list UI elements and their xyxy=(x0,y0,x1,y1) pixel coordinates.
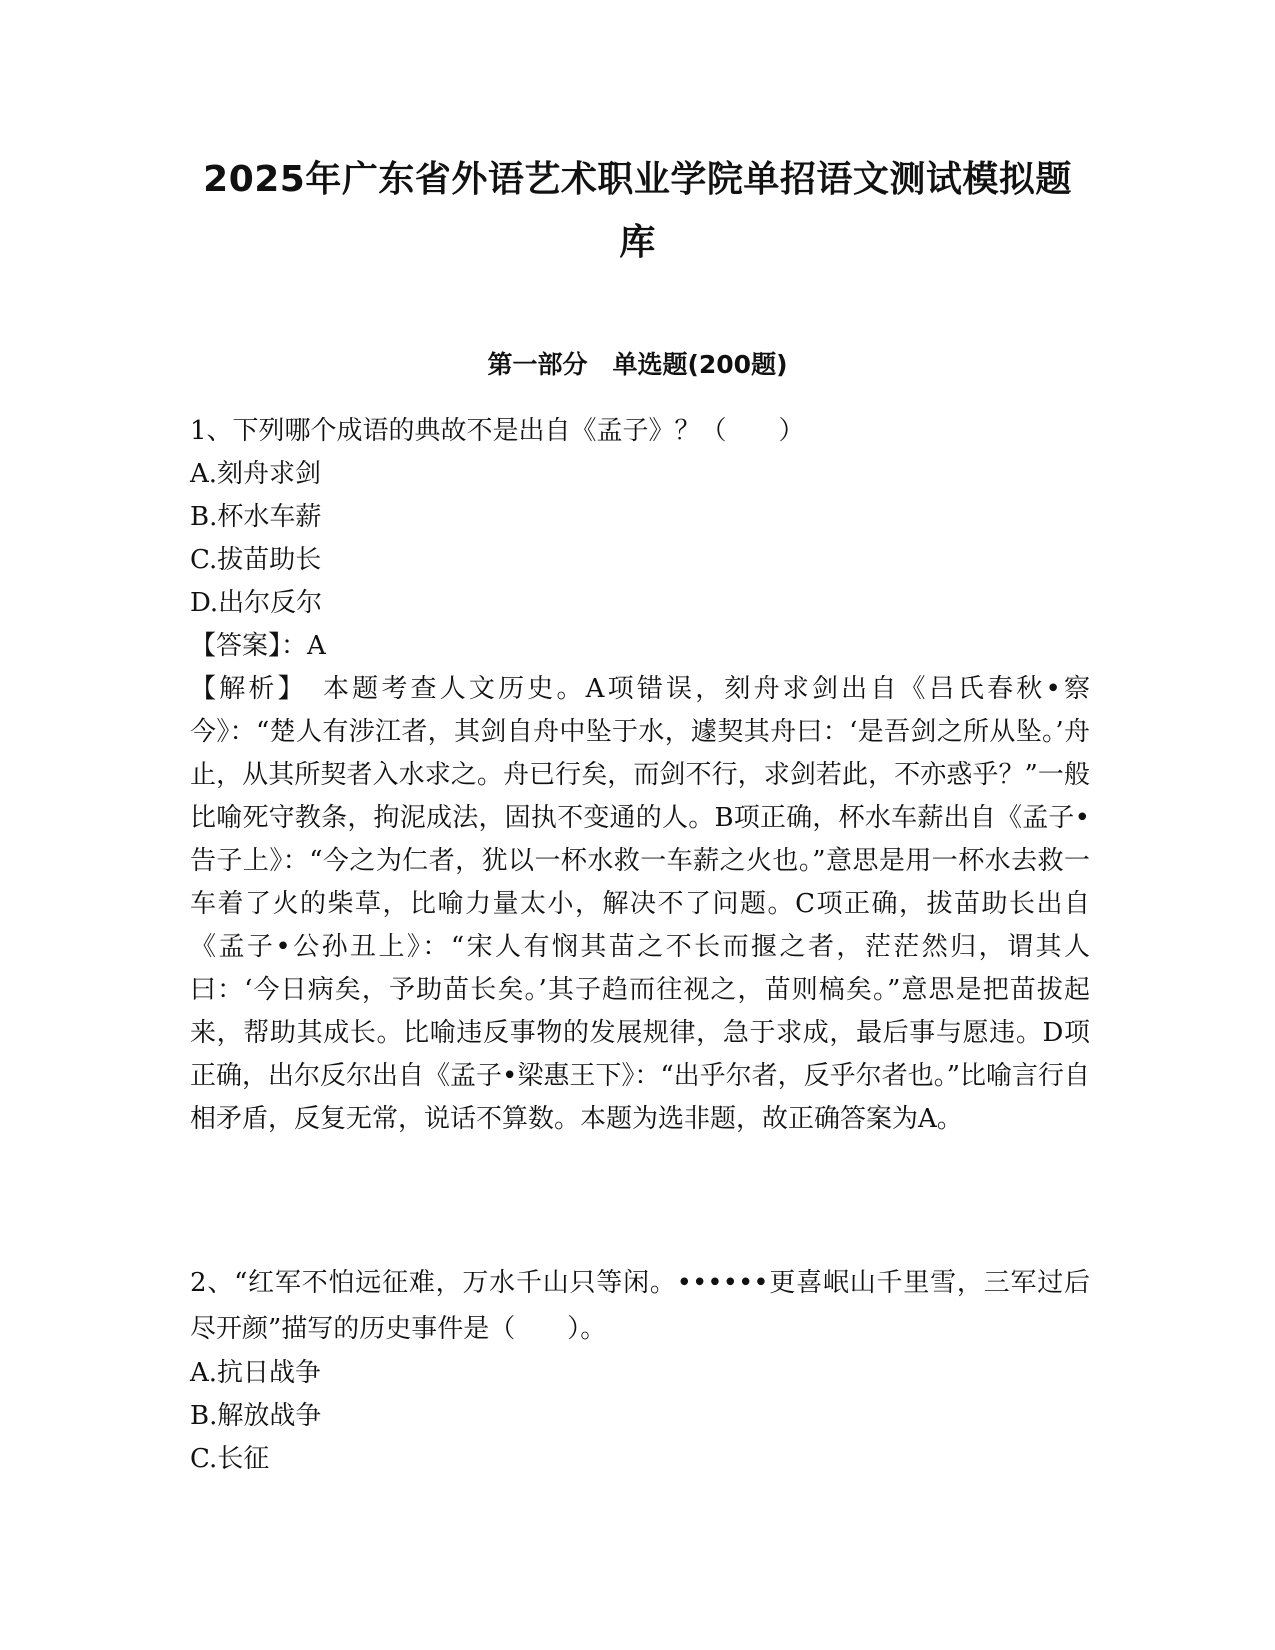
document-title xyxy=(150,148,1125,274)
title-line-2: 库 xyxy=(619,222,656,263)
option-d: D.出尔反尔 xyxy=(190,588,323,618)
option-b: B.杯水车薪 xyxy=(190,502,322,532)
question-stem: 2、“红军不怕远征难，万水千山只等闲。••••••更喜岷山千里雪，三军过后尽开颜”描写的历史事件是（ ）。 xyxy=(190,1268,1090,1344)
question-1 xyxy=(190,410,1090,1141)
question-2 xyxy=(190,1260,1090,1481)
section-heading: 第一部分 单选题(200题) xyxy=(487,350,788,379)
question-stem: 1、下列哪个成语的典故不是出自《孟子》？（ ） xyxy=(190,416,805,446)
option-a: A.刻舟求剑 xyxy=(190,459,322,489)
analysis-paragraph: 【解析】 本题考查人文历史。A项错误，刻舟求剑出自《吕氏春秋•察今》：“楚人有涉江者，其剑自舟中坠于水，遽契其舟曰：‘是吾剑之所从坠。’舟止，从其所契者入水求之。舟已行矣，而剑不行，求剑若此，不亦惑乎？”一般比喻死守教条，拘泥成法，固执不变通的人。B项正确，杯水车薪出自《孟子•告子上》：“今之为仁者，犹以一杯水救一车薪之火也。”意思是用一杯水去救一车着了火的柴草，比喻力量太小，解决不了问题。C项正确，拔苗助长出自《孟子•公孙丑上》：“宋人有悯其苗之不长而揠之者，茫茫然归，谓其人曰：‘今日病矣，予助苗长矣。’其子趋而往视之，苗则槁矣。”意思是把苗拔起来，帮助其成长。比喻违反事物的发展规律，急于求成，最后事与愿违。D项正确，出尔反尔出自《孟子•梁惠王下》：“出乎尔者，反乎尔者也。”比喻言行自相矛盾，反复无常，说话不算数。本题为选非题，故正确答案为A。 xyxy=(190,674,1090,1134)
option-c: C.拔苗助长 xyxy=(190,545,322,575)
option-b: B.解放战争 xyxy=(190,1401,322,1431)
title-line-1: 2025年广东省外语艺术职业学院单招语文测试模拟题 xyxy=(203,159,1072,200)
option-c: C.长征 xyxy=(190,1444,270,1474)
answer-line: 【答案】：A xyxy=(190,631,326,661)
option-a: A.抗日战争 xyxy=(190,1358,322,1388)
